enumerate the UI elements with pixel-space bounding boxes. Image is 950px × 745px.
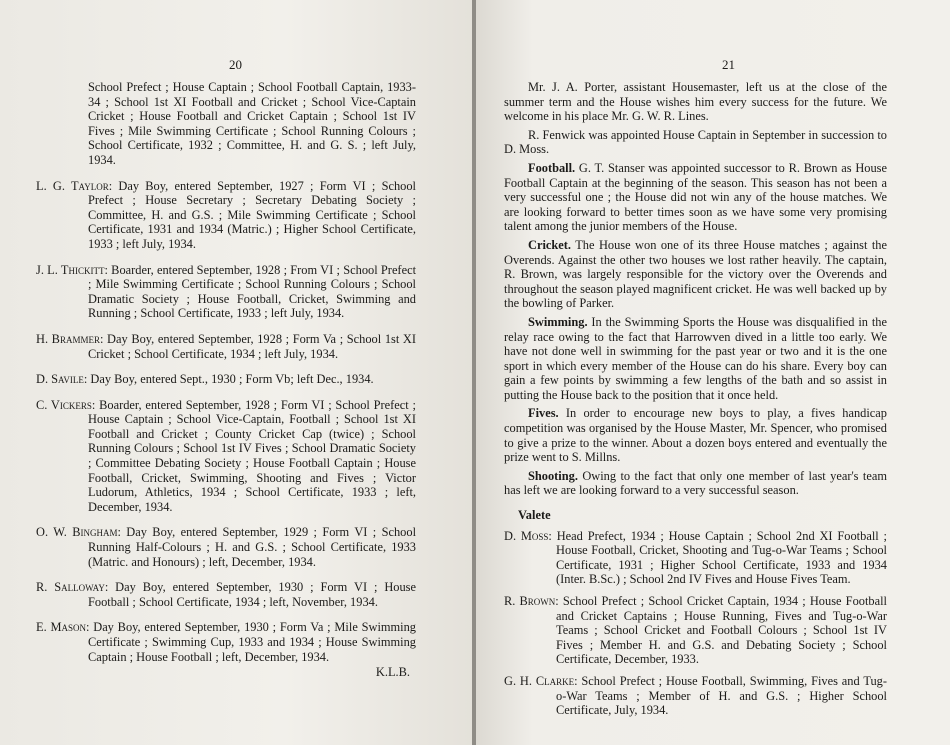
sport-text: G. T. Stanser was appointed successor to R. Brown as House Football Captain at the beginning of the season. This season has not been a very successful one ; the House did not win any of the house matches. We are looking forward to better times soon as we have some very promising talent among the junior members of the House. bbox=[504, 160, 887, 234]
intro-paragraph-1: Mr. J. A. Porter, assistant Housemaster, left us at the close of the summer term and the House wishes him every success for the future. We welcome in his place Mr. G. W. R. Lines. bbox=[504, 80, 887, 124]
valete-heading: Valete bbox=[518, 508, 551, 523]
right-page bbox=[476, 0, 950, 745]
leaver-details: : Boarder, entered September, 1928 ; From VI ; School Prefect ; Mile Swimming Certificate ; School Running Colours ; School Dramatic Society ; House Football, Cricket, Swimming and Running ; School Certificate, 1933 ; left July, 1934. bbox=[88, 262, 417, 321]
leaver-name: C. Vickers bbox=[36, 397, 92, 412]
signature-initials: K.L.B. bbox=[375, 665, 410, 680]
leaver-name: R. Salloway bbox=[36, 580, 105, 595]
leaver-name: O. W. Bingham bbox=[36, 525, 118, 540]
left-column bbox=[36, 80, 416, 680]
sport-section bbox=[504, 406, 887, 464]
leaver-details: : Boarder, entered September, 1928 ; Form VI ; School Prefect ; House Captain ; School Vice-Captain, Football ; School 1st XI Football and Cricket ; County Cricket Cap (twice) ; School Running Colours ; School 1st IV Fives ; School Dramatic Society ; Committee Debating Society ; House Football Captain ; House Football, Cricket, Swimming, Shooting and Fives ; Victor Ludorum, Athletics, 1934 ; School Certificate, 1933 ; left, December, 1934. bbox=[88, 397, 416, 514]
leaver-name: E. Mason bbox=[36, 620, 86, 635]
leaver-name: D. Savile bbox=[36, 372, 84, 387]
valete-details: : School Prefect ; House Football, Swimming, Fives and Tug-o-War Teams ; Member of H. and G.S. ; Higher School Certificate, July, 1934. bbox=[556, 673, 887, 718]
valete-name: R. Brown bbox=[504, 594, 556, 608]
left-page bbox=[0, 0, 474, 745]
leaver-entry bbox=[36, 332, 416, 361]
leaver-details: : Day Boy, entered September, 1927 ; Form VI ; School Prefect ; House Secretary ; Secretary Debating Society ; Committee, H. and G.S. ; Mile Swimming Certificate ; School Certificate, 1931 and 1934 (Matric.) ; Higher School Certificate, 1933 ; left July, 1934. bbox=[88, 178, 416, 251]
leaver-entry bbox=[36, 525, 416, 569]
leaver-entry bbox=[36, 620, 416, 664]
leaver-name: L. G. Taylor bbox=[36, 178, 109, 193]
valete-entry bbox=[504, 674, 887, 718]
valete-entry bbox=[504, 594, 887, 667]
sport-heading: Shooting. bbox=[528, 468, 578, 483]
sport-section bbox=[504, 315, 887, 403]
leaver-entry bbox=[36, 580, 416, 609]
sport-section bbox=[504, 469, 887, 498]
valete-list bbox=[504, 529, 887, 718]
intro-paragraph-2: R. Fenwick was appointed House Captain in September in succession to D. Moss. bbox=[504, 127, 887, 157]
sport-heading: Fives. bbox=[528, 406, 559, 421]
leaver-details: : Day Boy, entered September, 1930 ; Form VI ; House Football ; School Certificate, 1934 ; left, November, 1934. bbox=[88, 580, 416, 609]
leaver-details: : Day Boy, entered September, 1930 ; Form Va ; Mile Swimming Certificate ; Swimming Cup, 1933 and 1934 ; House Swimming Captain ; House Football ; left, December, 1934. bbox=[86, 620, 417, 664]
valete-name: G. H. Clarke bbox=[504, 673, 575, 688]
sport-sections bbox=[504, 161, 887, 498]
left-entries bbox=[36, 179, 416, 665]
leaver-details: : Day Boy, entered September, 1929 ; Form VI ; School Running Half-Colours ; H. and G.S. ; School Certificate, 1933 (Matric. and Honours) ; left, December, 1934. bbox=[88, 525, 417, 569]
sport-text: Owing to the fact that only one member of last year's team has left we are looking forward to a very successful season. bbox=[504, 468, 887, 498]
leaver-entry bbox=[36, 179, 416, 252]
right-column bbox=[504, 80, 887, 725]
valete-name: D. Moss bbox=[504, 528, 549, 543]
page-number-left: 20 bbox=[229, 57, 242, 72]
leaver-name: H. Brammer bbox=[36, 331, 100, 346]
sport-text: In order to encourage new boys to play, a fives handicap competition was organised by the House Master, Mr. Spencer, who promised to give a prize to the winner. About a dozen boys entered and eventually the prize went to S. Millns. bbox=[504, 406, 887, 465]
valete-details: : School Prefect ; School Cricket Captain, 1934 ; House Football and Cricket Captains ; House Running, Fives and Tug-o-War Teams ; School Cricket and Football Colours ; School 1st IV Fives ; Member H. and G.S. and Debating Society ; School Certificate, December, 1933. bbox=[555, 594, 887, 667]
sport-section bbox=[504, 238, 887, 311]
continued-entry: School Prefect ; House Captain ; School Football Captain, 1933-34 ; School 1st XI Football and Cricket ; School Vice-Captain Cricket ; House Football and Cricket Captain ; School 1st IV Fives ; Mile Swimming Certificate ; School Running Colours ; School Certificate, 1932 ; Committee, H. and G. S. ; left July, 1934. bbox=[88, 80, 416, 167]
page-number-right: 21 bbox=[722, 57, 735, 72]
leaver-entry bbox=[36, 398, 416, 515]
sport-heading: Swimming. bbox=[528, 314, 588, 329]
sport-section bbox=[504, 161, 887, 234]
sport-heading: Football. bbox=[528, 160, 576, 175]
sport-text: The House won one of its three House matches ; against the Overends. Against the other two houses we lost rather heavily. The captain, R. Brown, was largely responsible for the victory over the Overends and throughout the season played magnificent cricket. He was well backed up by the bowling of Parker. bbox=[504, 237, 887, 311]
leaver-entry bbox=[36, 263, 416, 321]
leaver-entry bbox=[36, 372, 416, 387]
sport-heading: Cricket. bbox=[528, 237, 572, 252]
valete-details: : Head Prefect, 1934 ; House Captain ; School 2nd XI Football ; House Football, Cricket, Shooting and Tug-o-War Teams ; School Certificate, 1931 ; Higher School Certificate, 1933 and 1934 (Inter. B.Sc.) ; School 2nd IV Fives and House Fives Team. bbox=[548, 528, 887, 587]
leaver-details: : Day Boy, entered Sept., 1930 ; Form Vb; left Dec., 1934. bbox=[83, 372, 374, 387]
leaver-details: : Day Boy, entered September, 1928 ; Form Va ; School 1st XI Cricket ; School Certificate, 1934 ; left July, 1934. bbox=[88, 331, 417, 361]
sport-text: In the Swimming Sports the House was disqualified in the relay race owing to the fact that Harrowven dived in a little too early. We have not done well in swimming for the past year or two and it is the one sport in which every member of the House can do his share. Every boy can gain a few points by swimming a few lengths of the bath and so assist in putting the House back to the position that it once held. bbox=[504, 314, 887, 402]
leaver-name: J. L. Thickitt bbox=[36, 262, 105, 277]
valete-entry bbox=[504, 529, 887, 587]
